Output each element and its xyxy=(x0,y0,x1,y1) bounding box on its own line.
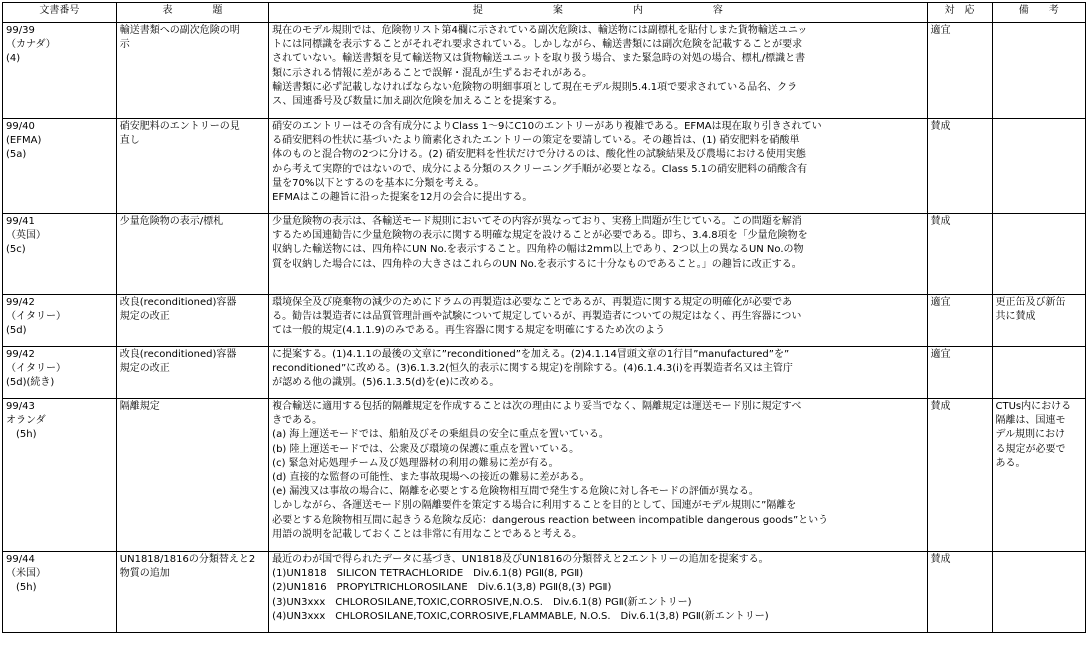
proposal-cell-line: 複合輸送に適用する包括的隔離規定を作成することは次の理由により妥当でなく、隔離規定は運送モード別に規定すべ xyxy=(272,401,802,412)
proposal-cell-line: が認める他の識別。(5)6.1.3.5(d)を(e)に改める。 xyxy=(272,377,500,389)
doc-number-cell-line: 99/39 xyxy=(6,25,35,36)
header-proposal: 提 案 内 容 xyxy=(269,3,927,23)
table-row xyxy=(3,347,1086,399)
title-cell-line: 改良(reconditioned)容器 xyxy=(119,349,237,360)
remarks-cell-line: 更正缶及び新缶 xyxy=(995,297,1066,308)
title-cell-line: 示 xyxy=(119,39,130,51)
doc-number-cell-line: 99/44 xyxy=(6,554,35,565)
title-cell xyxy=(116,399,268,552)
header-response: 対 応 xyxy=(927,3,992,23)
doc-number-cell-line: 99/41 xyxy=(6,216,35,227)
doc-number-cell-line: （カナダ） xyxy=(6,39,56,51)
proposal-cell xyxy=(269,23,927,119)
title-cell xyxy=(116,552,268,633)
remarks-cell xyxy=(992,23,1085,119)
doc-number-cell xyxy=(3,552,117,633)
proposal-cell-line: (1)UN1818 SILICON TETRACHLORIDE Div.6.1(8) PGⅡ(8, PGⅡ) xyxy=(272,568,584,580)
proposal-cell-line: (c) 緊急対応処理チーム及び処理器材の利用の難易に差が有る。 xyxy=(272,457,559,469)
table-row xyxy=(3,552,1086,633)
proposal-cell-line: (4)UN3xxx CHLOROSILANE,TOXIC,CORROSIVE,FLAMMABLE, N.O.S. Div.6.1(3,8) PGⅡ(新エントリー) xyxy=(272,610,769,622)
table-row xyxy=(3,23,1086,119)
remarks-cell xyxy=(992,399,1085,552)
proposal-cell xyxy=(269,347,927,399)
remarks-cell-line: 隔離は、国連モ xyxy=(995,415,1066,427)
proposal-cell-line: (2)UN1816 PROPYLTRICHLOROSILANE Div.6.1(3,8) PGⅡ(8,(3) PGⅡ) xyxy=(272,582,612,594)
proposal-cell-line: 最近のわが国で得られたデータに基づき、UN1818及びUN1816の分類替えと2エントリーの追加を提案する。 xyxy=(272,554,769,565)
doc-number-cell xyxy=(3,399,117,552)
doc-number-cell-line: (5d)(続き) xyxy=(6,377,55,389)
proposal-cell-line: 少量危険物の表示は、各輸送モード規則においてその内容が異なっており、実務上問題が生じている。この問題を解消 xyxy=(272,216,802,227)
response-cell: 適宜 xyxy=(927,295,992,347)
title-cell-line: 規定の改正 xyxy=(119,363,170,375)
proposal-cell-line: 用語の説明を記載しておくことは非常に有用なことであると考える。 xyxy=(272,528,583,540)
title-cell xyxy=(116,23,268,119)
proposal-cell-line: (e) 漏洩又は事故の場合に、隔離を必要とする危険物相互間で発生する危険に対し各モードの評価が異なる。 xyxy=(272,486,759,498)
doc-number-cell-line: 99/42 xyxy=(6,297,35,308)
remarks-cell xyxy=(992,347,1085,399)
proposal-cell-line: されていない。輸送書類を見て輸送物又は貨物輸送ユニットを取り扱う場合、また緊急時の対処の場合、標札/標識と書 xyxy=(272,53,806,65)
title-cell xyxy=(116,347,268,399)
doc-number-cell xyxy=(3,295,117,347)
doc-number-cell-line: （イタリー） xyxy=(6,311,66,323)
header-title: 表 題 xyxy=(116,3,268,23)
proposal-cell-line: る硝安肥料の性状に基づいたより簡素化されたエントリーの策定を要請している。その趣旨は、(1) 硝安肥料を硝酸単 xyxy=(272,135,800,147)
proposal-cell-line: 類に示される情報に差があることで誤解・混乱が生ずるおそれがある。 xyxy=(272,67,593,79)
proposal-cell-line: る。勧告は製造者には品質管理計画や試験について規定しているが、再製造者についての規定はなく、再生容器につい xyxy=(272,311,802,323)
proposal-cell-line: (3)UN3xxx CHLOROSILANE,TOXIC,CORROSIVE,N.O.S. Div.6.1(8) PGⅡ(新エントリー) xyxy=(272,596,692,608)
table-row xyxy=(3,214,1086,295)
title-cell-line: UN1818/1816の分類替えと2 xyxy=(119,554,256,565)
title-cell-line: 改良(reconditioned)容器 xyxy=(119,297,237,308)
header-row xyxy=(3,3,1086,23)
title-cell-line: 隔離規定 xyxy=(119,401,160,412)
doc-number-cell-line: (5c) xyxy=(6,244,26,256)
title-cell-line: 少量危険物の表示/標札 xyxy=(119,216,224,227)
proposal-cell-line: (b) 陸上運送モードでは、公衆及び環境の保護に重点を置いている。 xyxy=(272,443,580,455)
doc-number-cell-line: 99/40 xyxy=(6,121,35,132)
doc-number-cell xyxy=(3,214,117,295)
proposal-cell xyxy=(269,399,927,552)
doc-number-cell-line: (5h) xyxy=(6,429,37,441)
proposal-cell-line: に提案する。(1)4.1.1の最後の文章に”reconditioned”を加える。(2)4.1.14冒頭文章の1行目”manufactured”を” xyxy=(272,349,790,360)
doc-number-cell-line: （米国） xyxy=(6,568,46,580)
remarks-cell xyxy=(992,552,1085,633)
title-cell-line: 直し xyxy=(119,135,140,147)
response-cell: 適宜 xyxy=(927,347,992,399)
proposal-cell-line: 質を収納した場合には、四角枠の大きさはこれらのUN No.を表示するに十分なものであること。」の趣旨に改正する。 xyxy=(272,258,802,270)
proposal-cell-line: しかしながら、各運送モード別の隔離要件を策定する場合に利用することを目的として、国連がモデル規則に”隔離を xyxy=(272,500,797,512)
proposal-cell xyxy=(269,214,927,295)
proposal-cell-line: 輸送書類に必ず記載しなければならない危険物の明細事項として現在モデル規則5.4.1項で要求されている品名、クラ xyxy=(272,81,798,93)
proposal-table xyxy=(2,2,1086,633)
title-cell-line: 物質の追加 xyxy=(119,568,170,580)
proposal-cell-line: reconditioned”に改める。(3)6.1.3.2(恒久的表示に関する規定)を削除する。(4)6.1.4.3(i)を再製造者名又は主管庁 xyxy=(272,363,793,375)
remarks-cell xyxy=(992,214,1085,295)
remarks-cell-line: ある。 xyxy=(995,457,1026,469)
doc-number-cell-line: オランダ xyxy=(6,415,46,427)
title-cell-line: 輸送書類への副次危険の明 xyxy=(119,25,240,36)
doc-number-cell xyxy=(3,347,117,399)
title-cell xyxy=(116,295,268,347)
proposal-cell-line: ス、国連番号及び数量に加え副次危険を加えることを提案する。 xyxy=(272,96,563,108)
table-row xyxy=(3,295,1086,347)
proposal-cell-line: EFMAはこの趣旨に沿った提案を12月の会合に提出する。 xyxy=(272,192,533,204)
doc-number-cell-line: 99/42 xyxy=(6,349,35,360)
title-cell-line: 規定の改正 xyxy=(119,311,170,323)
remarks-cell xyxy=(992,295,1085,347)
doc-number-cell-line: (4) xyxy=(6,53,21,65)
remarks-cell-line: CTUs内における xyxy=(995,401,1072,412)
doc-number-cell xyxy=(3,23,117,119)
proposal-cell-line: ては一般的規定(4.1.1.9)のみである。再生容器に関する規定を明確にするため次のよう xyxy=(272,325,665,337)
table-row xyxy=(3,119,1086,214)
doc-number-cell-line: (EFMA) xyxy=(6,135,42,147)
doc-number-cell-line: (5d) xyxy=(6,325,27,337)
doc-number-cell xyxy=(3,119,117,214)
proposal-cell xyxy=(269,295,927,347)
remarks-cell-line: デル規則におけ xyxy=(995,429,1066,441)
response-cell: 賛成 xyxy=(927,214,992,295)
proposal-cell-line: 収納した輸送物には、四角枠にUN No.を表示すること。四角枠の幅は2mm以上であり、2つ以上の異なるUN No.の物 xyxy=(272,244,804,256)
doc-number-cell-line: （イタリー） xyxy=(6,363,66,375)
response-cell: 適宜 xyxy=(927,23,992,119)
proposal-cell-line: トには同標識を表示することがそれぞれ要求されている。しかしながら、輸送書類には副次危険を記載することが要求 xyxy=(272,39,803,51)
proposal-cell-line: 必要とする危険物相互間に起きうる危険な反応：dangerous reaction between incompatible dangerous goods”という xyxy=(272,514,829,526)
title-cell xyxy=(116,119,268,214)
proposal-cell-line: から考えて実際的ではないので、成分による分類のスクリーニング手順が必要となる。Class 5.1の硝安肥料の硝酸含有 xyxy=(272,163,808,175)
proposal-cell-line: (d) 直接的な監督の可能性、また事故現場への接近の難易に差がある。 xyxy=(272,472,590,484)
proposal-cell-line: きである。 xyxy=(272,415,323,427)
proposal-cell-line: (a) 海上運送モードでは、船舶及びその乗組員の安全に重点を置いている。 xyxy=(272,429,609,441)
table-body xyxy=(3,23,1086,633)
proposal-cell-line: 環境保全及び廃棄物の減少のためにドラムの再製造は必要なことであるが、再製造に関する規定の明確化が必要であ xyxy=(272,297,793,308)
doc-number-cell-line: (5h) xyxy=(6,582,37,594)
doc-number-cell-line: （英国） xyxy=(6,230,46,242)
response-cell: 賛成 xyxy=(927,119,992,214)
remarks-cell-line: る規定が必要で xyxy=(995,443,1066,455)
header-doc-no: 文書番号 xyxy=(3,3,117,23)
doc-number-cell-line: 99/43 xyxy=(6,401,35,412)
remarks-cell-line: 共に賛成 xyxy=(995,311,1036,323)
proposal-cell xyxy=(269,552,927,633)
proposal-cell-line: 体のものと混合物の2つに分ける。(2) 硝安肥料を性状だけで分けるのは、酸化性の試験結果及び農場における使用実態 xyxy=(272,149,806,161)
doc-number-cell-line: (5a) xyxy=(6,149,27,161)
response-cell: 賛成 xyxy=(927,552,992,633)
remarks-cell xyxy=(992,119,1085,214)
response-cell: 賛成 xyxy=(927,399,992,552)
proposal-cell xyxy=(269,119,927,214)
proposal-cell-line: するため国連勧告に少量危険物の表示に関する明確な規定を設けることが必要である。即ち、3.4.8項を「少量危険物を xyxy=(272,230,808,242)
proposal-cell-line: 量を70%以下とするのを基本に分類を考える。 xyxy=(272,177,485,189)
title-cell xyxy=(116,214,268,295)
title-cell-line: 硝安肥料のエントリーの見 xyxy=(119,121,240,132)
header-remarks: 備 考 xyxy=(992,3,1085,23)
proposal-cell-line: 現在のモデル規則では、危険物リスト第4欄に示されている副次危険は、輸送物には副標札を貼付しまた貨物輸送ユニッ xyxy=(272,25,808,36)
table-row xyxy=(3,399,1086,552)
proposal-cell-line: 硝安のエントリーはその含有成分によりClass 1～9にC10のエントリーがあり複雑である。EFMAは現在取り引きされてい xyxy=(272,121,822,132)
